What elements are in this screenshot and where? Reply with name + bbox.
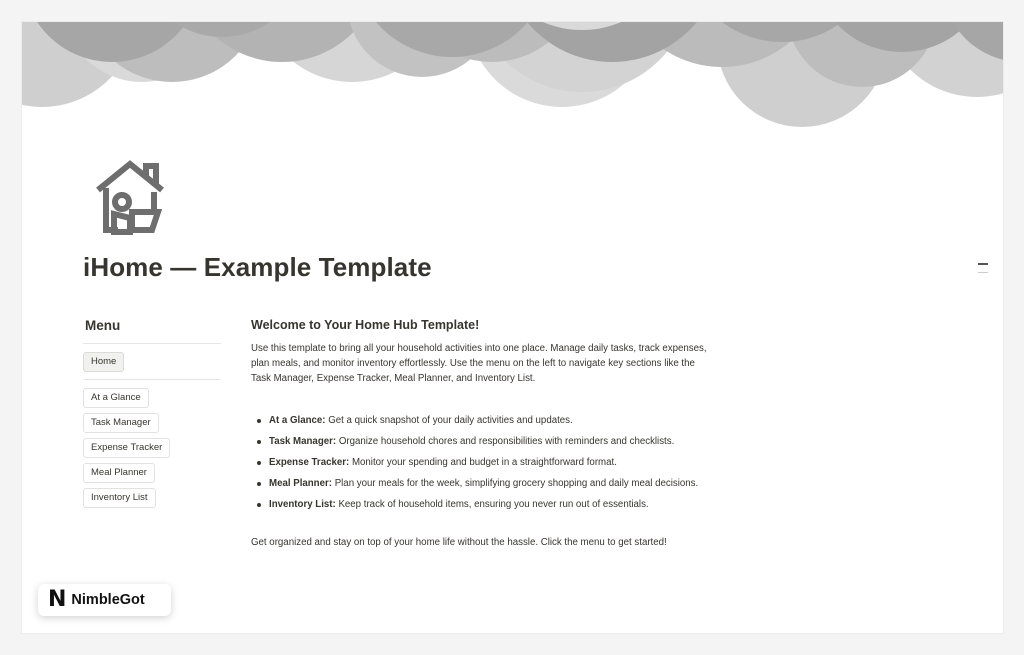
notion-page [22,22,1003,633]
menu-item-expense-tracker[interactable]: Expense Tracker [83,438,170,458]
list-item-text: Keep track of household items, ensuring you never run out of essentials. [335,499,649,511]
list-item [269,455,717,470]
cover-image[interactable] [22,22,1003,128]
list-item-text: Plan your meals for the week, simplifying grocery shopping and daily meal decisions. [332,478,699,490]
menu-list [83,388,221,508]
menu-divider [83,343,221,344]
list-item [269,497,717,512]
feature-list [251,413,717,513]
menu-divider [83,379,221,380]
list-item [269,434,717,449]
list-item-term: Meal Planner: [269,478,332,490]
menu-item-inventory-list[interactable]: Inventory List [83,488,156,508]
list-item-text: Get a quick snapshot of your daily activities and updates. [325,414,573,426]
menu-column [83,315,221,513]
welcome-heading: Welcome to Your Home Hub Template! [251,318,480,332]
cloud-cover-graphic [22,22,1003,128]
menu-item-at-a-glance[interactable]: At a Glance [83,388,149,408]
list-item-term: Task Manager: [269,435,337,447]
brand-name: NimbleGot [71,592,145,608]
list-item-text: Monitor your spending and budget in a straightforward format. [349,457,617,469]
main-content [251,318,717,550]
list-item-term: At a Glance: [269,414,326,426]
list-item [269,413,717,428]
outro-paragraph: Get organized and stay on top of your home life without the hassle. Click the menu to get started! [251,536,667,548]
page-title: iHome — Example Template [83,252,432,282]
brand-logo-icon: N [48,587,66,612]
collapse-icon[interactable] [976,261,990,275]
list-item-term: Inventory List: [269,499,336,511]
list-item-text: Organize household chores and responsibilities with reminders and checklists. [336,435,675,447]
menu-item-task-manager[interactable]: Task Manager [83,413,159,433]
menu-heading: Menu [85,318,121,333]
menu-item-meal-planner[interactable]: Meal Planner [83,463,155,483]
brand-badge[interactable] [38,584,171,616]
home-button[interactable]: Home [83,352,124,372]
list-item [269,476,717,491]
intro-paragraph: Use this template to bring all your household activities into one place. Manage daily tasks, track expenses, plan meals, and monitor inventory effortlessly. Use the menu on the left to navigate key sections like the Task Manager, Expense Tracker, Meal Planner, and Inventory List. [251,343,707,385]
list-item-term: Expense Tracker: [269,457,350,469]
house-icon[interactable] [90,158,170,238]
